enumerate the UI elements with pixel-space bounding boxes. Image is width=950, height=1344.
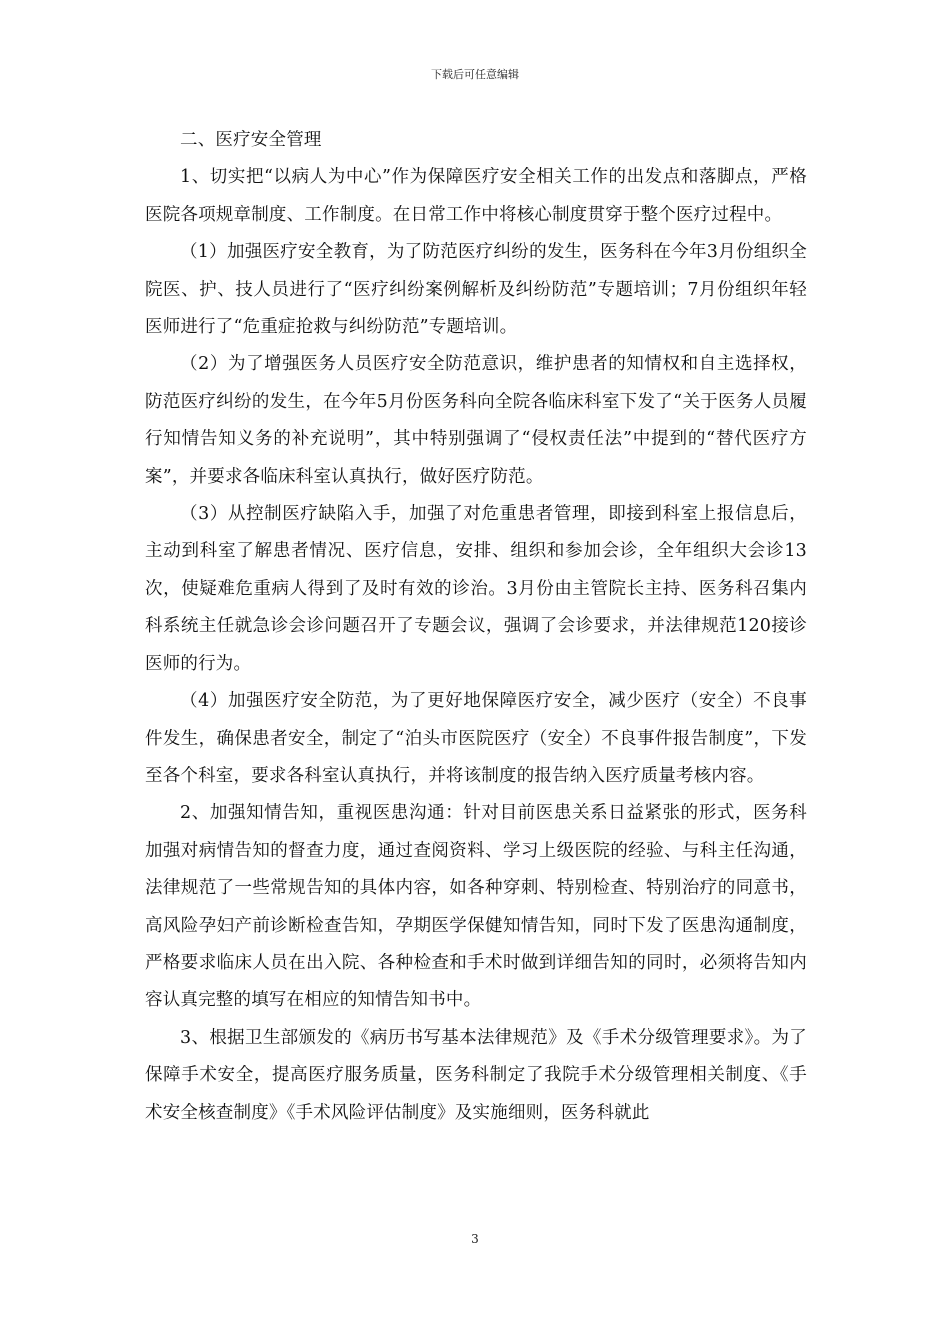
paragraph-7: 3、根据卫生部颁发的《病历书写基本法律规范》及《手术分级管理要求》。为了保障手术安全，提高医疗服务质量，医务科制定了我院手术分级管理相关制度、《手术安全核查制度》《手术风险评估制度》及实施细则，医务科就此	[145, 1027, 807, 1123]
paragraph-1: 1、切实把“以病人为中心”作为保障医疗安全相关工作的出发点和落脚点，严格医院各项规章制度、工作制度。在日常工作中将核心制度贯穿于整个医疗过程中。	[145, 167, 807, 225]
page-header: 下载后可任意编辑	[431, 68, 519, 81]
paragraph-3: （2）为了增强医务人员医疗安全防范意识，维护患者的知情权和自主选择权，防范医疗纠纷的发生，在今年5月份医务科向全院各临床科室下发了“关于医务人员履行知情告知义务的补充说明”，其中特别强调了“侵权责任法”中提到的“替代医疗方案”，并要求各临床科室认真执行，做好医疗防范。	[145, 354, 807, 487]
section-title: 二、医疗安全管理	[180, 130, 322, 150]
paragraph-4: （3）从控制医疗缺陷入手，加强了对危重患者管理，即接到科室上报信息后，主动到科室了解患者情况、医疗信息，安排、组织和参加会诊，全年组织大会诊13次，使疑难危重病人得到了及时有效的诊治。3月份由主管院长主持、医务科召集内科系统主任就急诊会诊问题召开了专题会议，强调了会诊要求，并法律规范120接诊医师的行为。	[145, 504, 807, 674]
page-number: 3	[471, 1232, 479, 1246]
paragraph-2: （1）加强医疗安全教育，为了防范医疗纠纷的发生，医务科在今年3月份组织全院医、护、技人员进行了“医疗纠纷案例解析及纠纷防范”专题培训；7月份组织年轻医师进行了“危重症抢救与纠纷防范”专题培训。	[145, 242, 807, 338]
paragraph-5: （4）加强医疗安全防范，为了更好地保障医疗安全，减少医疗（安全）不良事件发生，确保患者安全，制定了“泊头市医院医疗（安全）不良事件报告制度”，下发至各个科室，要求各科室认真执行，并将该制度的报告纳入医疗质量考核内容。	[145, 691, 807, 786]
paragraph-6: 2、加强知情告知，重视医患沟通：针对目前医患关系日益紧张的形式，医务科加强对病情告知的督查力度，通过查阅资料、学习上级医院的经验、与科主任沟通，法律规范了一些常规告知的具体内容，如各种穿刺、特别检查、特别治疗的同意书，高风险孕妇产前诊断检查告知，孕期医学保健知情告知，同时下发了医患沟通制度，严格要求临床人员在出入院、各种检查和手术时做到详细告知的同时，必须将告知内容认真完整的填写在相应的知情告知书中。	[145, 803, 807, 1011]
document-body	[145, 122, 807, 1132]
